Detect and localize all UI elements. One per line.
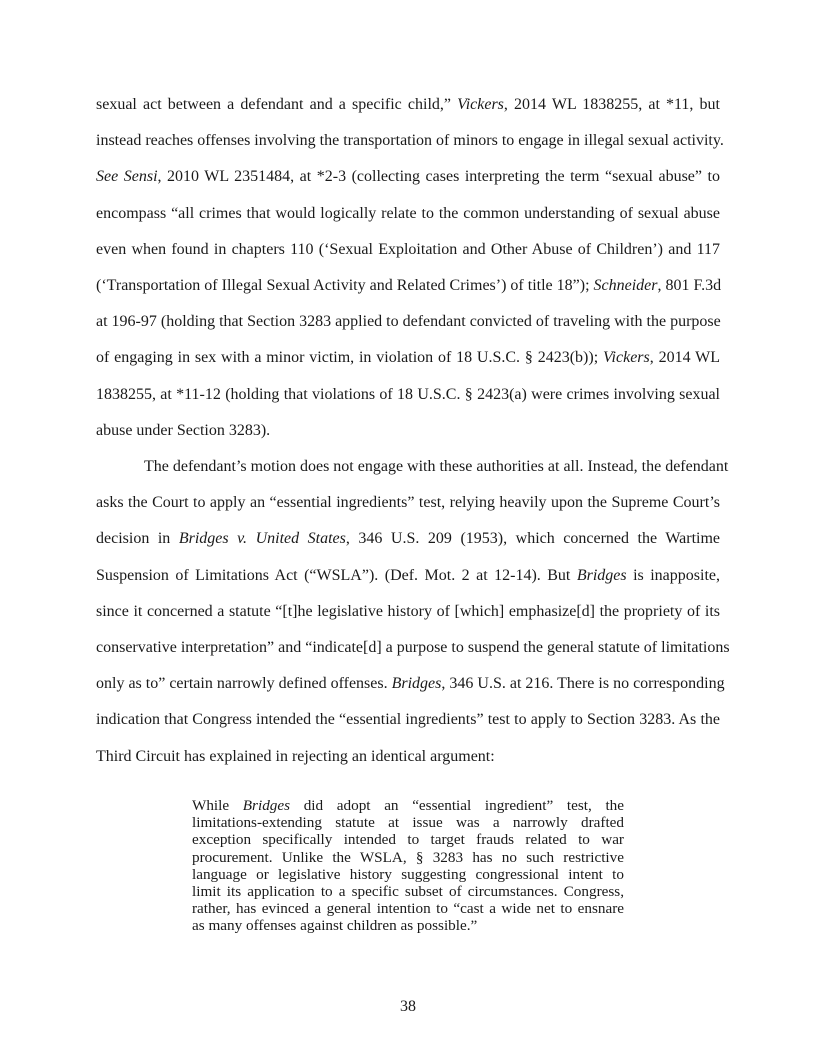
body-line [96,421,720,441]
body-line [96,312,720,332]
body-line [96,529,720,549]
text-segment: as many offenses against children as possible.” [192,917,478,935]
text-segment: , 801 F.3d [657,277,722,294]
body-line [96,747,720,767]
text-segment: , 346 U.S. at 216. There is no corresponding [441,675,725,693]
body-line [96,385,720,405]
body-line [96,276,720,296]
text-segment: even when found in chapters 110 (‘Sexual Exploitation and Other Abuse of Children’) and 117 [96,240,720,258]
quote-line [192,866,624,883]
body-line [96,566,720,586]
text-segment: abuse under Section 3283). [96,421,271,439]
text-segment: conservative interpretation” and “indicate[d] a purpose to suspend the general statute of limitations [96,639,730,656]
case-citation-italic: Schneider [593,277,658,294]
text-segment: did adopt an “essential ingredient” test, the [290,797,624,814]
text-segment: indication that Congress intended the “essential ingredients” test to apply to Section 3283. As the [96,711,720,729]
body-line [96,457,729,477]
text-segment: exception specifically intended to target frauds related to war [192,831,624,849]
text-segment: , 2014 WL [649,349,720,367]
text-segment: 1838255, at *11-12 (holding that violations of 18 U.S.C. § 2423(a) were crimes involving sexual [96,385,720,403]
text-segment: of engaging in sex with a minor victim, in violation of 18 U.S.C. § 2423(b)); [96,349,603,367]
body-line [96,493,720,513]
text-segment: Third Circuit has explained in rejecting an identical argument: [96,747,495,765]
text-segment: , 2010 WL 2351484, at *2-3 (collecting cases interpreting the term “sexual abuse” to [157,168,720,186]
body-line [96,95,720,115]
text-segment: While [192,797,243,814]
text-segment: sexual act between a defendant and a specific child,” [96,96,458,113]
body-line [96,602,720,622]
quote-line [192,849,624,866]
text-segment: rather, has evinced a general intention to “cast a wide net to ensnare [192,900,624,918]
body-line [96,167,720,187]
body-line [96,204,720,224]
quote-line [192,883,624,900]
text-segment: encompass “all crimes that would logically relate to the common understanding of sexual abuse [96,204,720,222]
text-segment: decision in [96,530,179,548]
text-segment: procurement. Unlike the WSLA, § 3283 has no such restrictive [192,848,624,866]
body-line [96,348,720,368]
text-segment: , 346 U.S. 209 (1953), which concerned the Wartime [345,530,721,548]
body-line [96,131,724,151]
case-citation-italic: Vickers [602,349,650,367]
text-segment: limit its application to a specific subset of circumstances. Congress, [192,883,624,900]
case-citation-italic: Bridges v. United States [178,530,346,548]
quote-line [192,797,624,814]
text-segment: instead reaches offenses involving the transportation of minors to engage in illegal sexual activity. [96,132,724,150]
case-citation-italic: Bridges [391,675,442,693]
quote-line [192,831,624,848]
text-segment: language or legislative history suggesting congressional intent to [192,865,624,883]
case-citation-italic: Bridges [242,797,291,814]
text-segment: is inapposite, [626,566,720,584]
page-number: 38 [400,998,416,1015]
text-segment: (‘Transportation of Illegal Sexual Activity and Related Crimes’) of title 18”); [96,277,594,294]
case-citation-italic: See Sensi [96,168,158,186]
text-segment: , 2014 WL 1838255, at *11, but [503,96,720,113]
document-page [96,0,730,1056]
quote-line [192,814,624,831]
text-segment: at 196-97 (holding that Section 3283 applied to defendant convicted of traveling with the purpose [96,313,721,331]
case-citation-italic: Bridges [576,566,627,584]
body-line [96,240,720,260]
text-segment: limitations-extending statute at issue was a narrowly drafted [192,814,624,832]
text-segment: only as to” certain narrowly defined offenses. [96,675,392,693]
text-segment: Suspension of Limitations Act (“WSLA”). (Def. Mot. 2 at 12-14). But [96,566,577,584]
quote-line [192,900,624,917]
body-line [96,710,720,730]
body-line [96,674,725,694]
case-citation-italic: Vickers [457,96,504,113]
body-line [96,638,730,658]
text-segment: asks the Court to apply an “essential ingredients” test, relying heavily upon the Supreme Court’s [96,494,720,512]
quote-line [192,917,624,934]
text-segment: since it concerned a statute “[t]he legislative history of [which] emphasize[d] the propriety of its [96,602,720,620]
text-segment: The defendant’s motion does not engage with these authorities at all. Instead, the defendant [144,458,729,475]
